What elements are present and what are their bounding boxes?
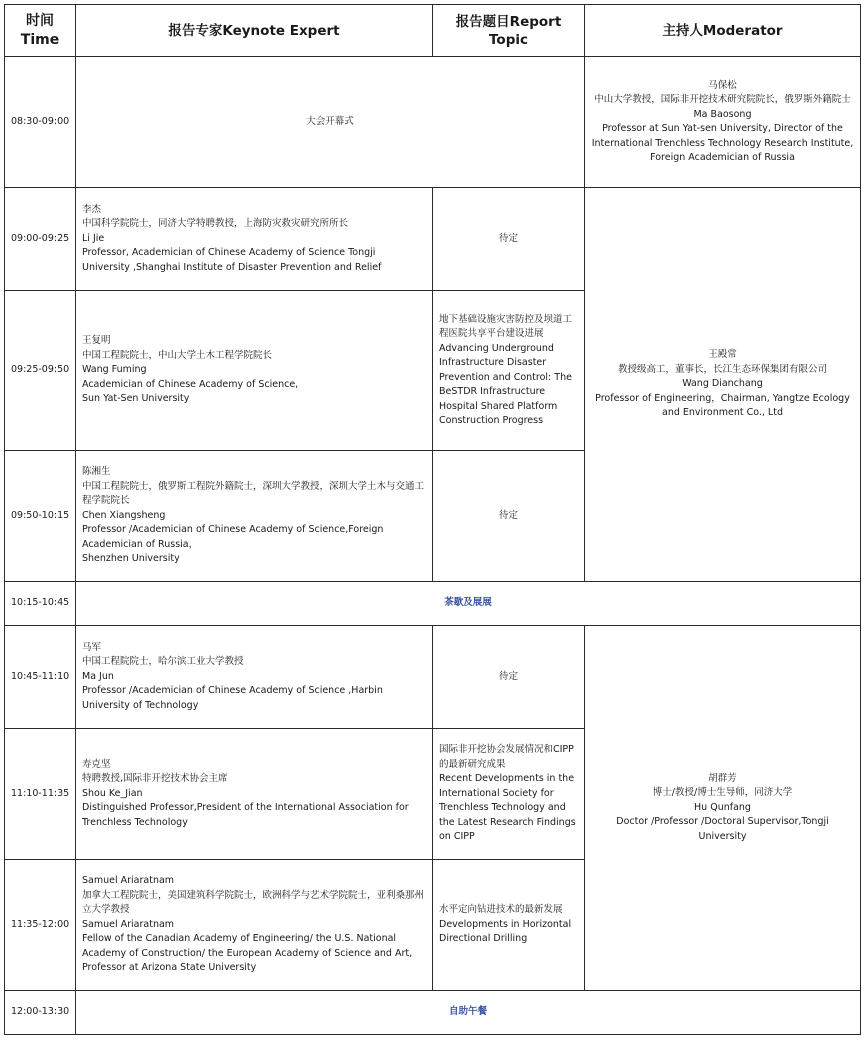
expert-cell <box>76 729 433 860</box>
moderator-title-en: Professor at Sun Yat-sen University, Director of the International Trenchless Technology Research Institute, Foreign Academician of Russia <box>591 123 854 163</box>
expert-name-en: Chen Xiangsheng <box>82 509 166 521</box>
topic-title-en: Developments in Horizontal Directional Drilling <box>439 918 572 945</box>
moderator-name-en: Wang Dianchang <box>682 378 763 390</box>
expert-title-cn: 加拿大工程院院士，美国建筑科学院院士，欧洲科学与艺术学院院士，亚利桑那州立大学教授 <box>82 889 425 916</box>
expert-title-cn: 中国科学院院士，同济大学特聘教授，上海防灾救灾研究所所长 <box>82 218 349 230</box>
moderator-cell <box>585 57 861 188</box>
moderator-name-cn: 胡群芳 <box>708 772 737 784</box>
moderator-cell <box>585 188 861 582</box>
expert-name-en: Li Jie <box>82 232 105 244</box>
expert-title-cn: 中国工程院院士，中山大学土木工程学院院长 <box>82 349 273 361</box>
topic-title-cn: 地下基础设施灾害防控及坝道工程医院共享平台建设进展 <box>439 313 573 339</box>
expert-cell <box>76 860 433 991</box>
topic-title-en: Advancing Underground Infrastructure Disaster Prevention and Control: The BeSTDR Infrastructure Hospital Shared Platform Construction Progress <box>439 342 572 426</box>
topic-cell <box>433 291 585 451</box>
event-cell: 大会开幕式 <box>76 57 585 188</box>
time-cell: 09:25-09:50 <box>5 291 76 451</box>
header-time-cn: 时间 <box>26 12 54 29</box>
moderator-cell <box>585 626 861 991</box>
expert-name-en: Ma Jun <box>82 670 114 682</box>
expert-title-cn: 中国工程院院士，俄罗斯工程院外籍院士，深圳大学教授，深圳大学土木与交通工程学院院长 <box>82 480 425 507</box>
topic-title-en: Recent Developments in the International Society for Trenchless Technology and the Latest Research Findings on CIPP <box>439 773 576 843</box>
time-cell: 08:30-09:00 <box>5 57 76 188</box>
time-cell: 10:45-11:10 <box>5 626 76 729</box>
expert-name-en-repeat: Samuel Ariaratnam <box>82 918 175 930</box>
expert-title-en: Academician of Chinese Academy of Science, <box>82 378 299 390</box>
expert-title-en: Professor /Academician of Chinese Academy of Science ,Harbin University of Technology <box>82 685 383 711</box>
table-row <box>5 57 861 188</box>
table-row <box>5 626 861 729</box>
header-expert: 报告专家Keynote Expert <box>76 5 433 57</box>
moderator-title-en: Doctor /Professor /Doctoral Supervisor,Tongji University <box>616 816 829 842</box>
expert-title-en: Fellow of the Canadian Academy of Engineering/ the U.S. National Academy of Construction/ the European Academy of Science and Art, Professor at Arizona State University <box>82 933 413 974</box>
time-cell: 11:10-11:35 <box>5 729 76 860</box>
topic-cell <box>433 860 585 991</box>
expert-name-cn: 王复明 <box>82 335 111 347</box>
expert-name-en: Wang Fuming <box>82 364 147 376</box>
header-moderator: 主持人Moderator <box>585 5 861 57</box>
topic-cell: 待定 <box>433 626 585 729</box>
moderator-name-en: Hu Qunfang <box>694 801 751 813</box>
expert-name-cn: 陈湘生 <box>82 466 111 478</box>
expert-name-cn: 李杰 <box>82 203 102 215</box>
topic-cell: 待定 <box>433 451 585 582</box>
expert-name-en: Samuel Ariaratnam <box>82 875 175 887</box>
time-cell: 12:00-13:30 <box>5 991 76 1035</box>
moderator-title-en: Professor of Engineering，Chairman, Yangtze Ecology and Environment Co., Ltd <box>595 392 850 419</box>
expert-title-cn: 特聘教授,国际非开挖技术协会主席 <box>82 773 228 785</box>
time-cell: 09:00-09:25 <box>5 188 76 291</box>
expert-title-en: Professor /Academician of Chinese Academy of Science,Foreign Academician of Russia， <box>82 524 384 550</box>
time-cell: 09:50-10:15 <box>5 451 76 582</box>
expert-name-en: Shou Ke_Jian <box>82 787 143 799</box>
expert-name-cn: 马军 <box>82 641 102 653</box>
moderator-name-cn: 马保松 <box>708 79 737 91</box>
header-topic: 报告题目Report Topic <box>433 5 585 57</box>
moderator-name-cn: 王殿常 <box>708 349 737 361</box>
expert-cell <box>76 451 433 582</box>
topic-cell: 待定 <box>433 188 585 291</box>
moderator-title-cn: 中山大学教授，国际非开挖技术研究院院长，俄罗斯外籍院士 <box>594 94 851 105</box>
header-time <box>5 5 76 57</box>
expert-affiliation-en: Sun Yat-Sen University <box>82 393 190 405</box>
time-cell: 10:15-10:45 <box>5 582 76 626</box>
expert-cell <box>76 291 433 451</box>
header-time-en: Time <box>20 31 60 48</box>
moderator-name-en: Ma Baosong <box>693 108 752 120</box>
expert-title-en: Distinguished Professor,President of the International Association for Trenchless Technology <box>82 802 409 828</box>
topic-title-cn: 水平定向钻进技术的最新发展 <box>439 904 563 916</box>
schedule-table <box>4 4 861 1035</box>
expert-name-cn: 寿克坚 <box>82 758 111 770</box>
table-row <box>5 582 861 626</box>
lunch-label: 自助午餐 <box>76 991 861 1035</box>
table-row <box>5 188 861 291</box>
topic-title-cn: 国际非开挖协会发展情况和CIPP的最新研究成果 <box>439 744 574 770</box>
expert-title-en: Professor, Academician of Chinese Academy of Science Tongji University ,Shanghai Institute of Disaster Prevention and Relief <box>82 247 382 273</box>
table-row <box>5 991 861 1035</box>
expert-title-cn: 中国工程院院士，哈尔滨工业大学教授 <box>82 656 244 668</box>
topic-cell <box>433 729 585 860</box>
expert-affiliation-en: Shenzhen University <box>82 553 180 565</box>
moderator-title-cn: 博士/教授/博士生导师，同济大学 <box>652 787 793 799</box>
table-header-row <box>5 5 861 57</box>
time-cell: 11:35-12:00 <box>5 860 76 991</box>
break-label: 茶歇及展展 <box>76 582 861 626</box>
moderator-title-cn: 教授级高工，董事长，长江生态环保集团有限公司 <box>617 363 827 375</box>
expert-cell <box>76 626 433 729</box>
expert-cell <box>76 188 433 291</box>
